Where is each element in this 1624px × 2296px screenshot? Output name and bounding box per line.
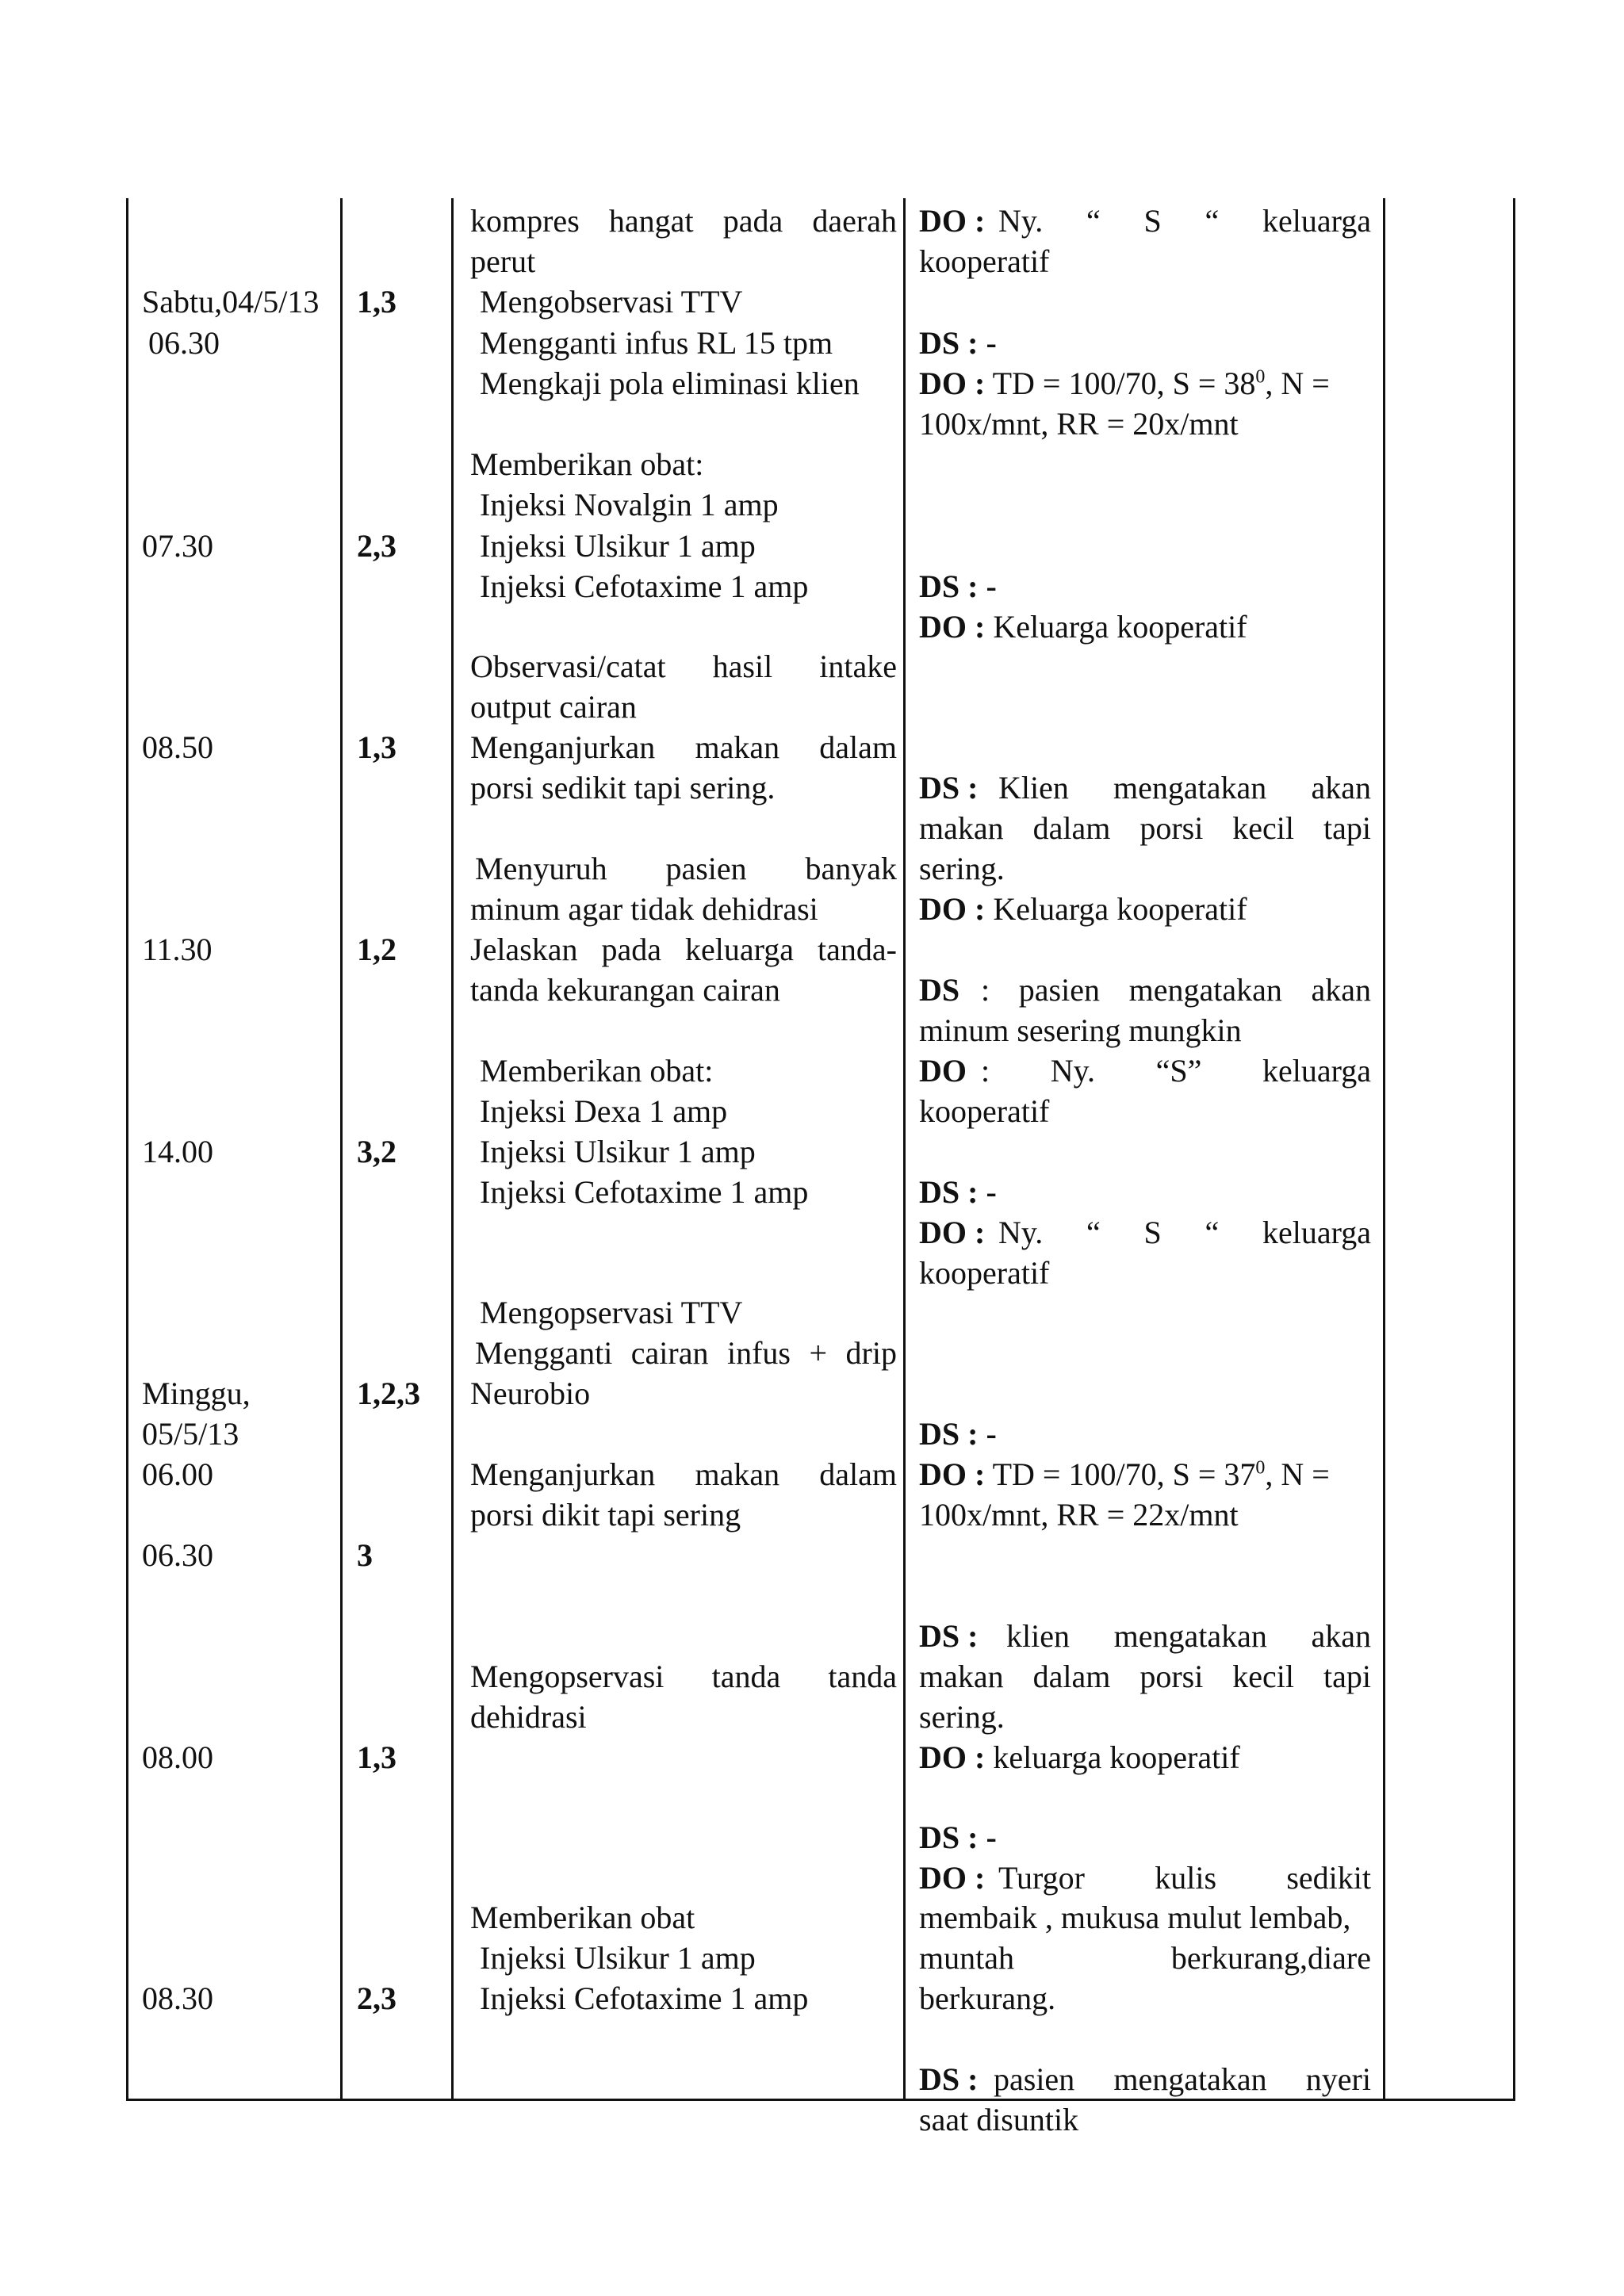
action-line: Injeksi Dexa 1 amp [480,1093,728,1129]
response-line: pasien mengatakan nyeri [994,2061,1371,2097]
column-divider [451,198,454,2101]
action-line: minum agar tidak dehidrasi [470,891,818,927]
response-line: saat disuntik [919,2102,1079,2137]
response-label: DS : - [919,1174,997,1210]
response-line: sering. [919,851,1005,886]
action-line: Injeksi Novalgin 1 amp [480,487,779,522]
action-line: Memberikan obat [470,1900,695,1935]
response-line: Turgor kulis sedikit [998,1860,1371,1896]
response-line: minum sesering mungkin [919,1012,1242,1048]
response-line: DO : Keluarga kooperatif [919,891,1247,927]
column-divider [903,198,906,2101]
time-cell: 08.50 [142,729,213,765]
response-line: : Ny. “S” keluarga [981,1053,1371,1089]
time-cell: 08.30 [142,1980,213,2016]
response-line: berkurang. [919,1980,1056,2016]
action-line: Menyuruh pasien banyak [475,851,897,886]
response-label: DS : [919,2061,979,2097]
response-line: DO : keluarga kooperatif [919,1739,1240,1775]
response-line: DO : TD = 100/70, $S = 38^0$, N = [919,365,1330,401]
action-line: Mengopservasi tanda tanda [470,1659,897,1694]
response-line: klien mengatakan akan [1006,1618,1371,1654]
response-line: membaik , mukusa mulut lembab, [919,1900,1351,1935]
action-line: tanda kekurangan cairan [470,972,780,1008]
time-cell: 06.30 [148,325,220,361]
action-line: Injeksi Ulsikur 1 amp [480,1134,756,1169]
response-line: 100x/mnt, RR = 20x/mnt [919,406,1239,442]
action-line: output cairan [470,689,637,725]
action-line: perut [470,243,536,279]
response-line: Ny. “ S “ keluarga [998,1215,1371,1250]
response-label: DS : - [919,568,997,604]
time-cell: 14.00 [142,1134,213,1169]
action-line: Mengganti infus RL 15 tpm [480,325,833,361]
action-line: Injeksi Cefotaxime 1 amp [480,568,809,604]
date-cell: 05/5/13 [142,1416,239,1452]
response-line: makan dalam porsi kecil tapi [919,1659,1371,1694]
response-line: makan dalam porsi kecil tapi [919,810,1371,846]
diagnosis-number: 1,2,3 [357,1376,420,1411]
response-line: kooperatif [919,1093,1050,1129]
action-line: dehidrasi [470,1699,587,1735]
action-line: porsi dikit tapi sering [470,1497,741,1533]
action-line: Mengobservasi TTV [480,284,743,320]
diagnosis-number: 1,3 [357,729,396,765]
date-cell: Minggu, [142,1376,251,1411]
response-label: DO : [919,1860,986,1896]
response-label: DS : [919,1618,979,1654]
column-divider [340,198,343,2101]
action-line: Neurobio [470,1376,591,1411]
action-line: porsi sedikit tapi sering. [470,770,776,806]
time-cell: 08.00 [142,1739,213,1775]
response-line: 100x/mnt, RR = 22x/mnt [919,1497,1239,1533]
diagnosis-number: 1,3 [357,1739,396,1775]
action-line: Observasi/catat hasil intake [470,649,897,684]
response-label: DO [919,1053,967,1089]
action-line: Mengopservasi TTV [480,1295,743,1330]
response-line: DO : Keluarga kooperatif [919,609,1247,645]
response-label: DO : [919,1215,986,1250]
time-cell: 07.30 [142,528,213,564]
response-line: kooperatif [919,1255,1050,1291]
table-border-right [1513,198,1515,2101]
response-line: sering. [919,1699,1005,1735]
diagnosis-number: 1,2 [357,932,396,967]
response-label: DS [919,972,960,1008]
column-divider [1383,198,1385,2101]
diagnosis-number: 1,3 [357,284,396,320]
action-line: Jelaskan pada keluarga tanda- [470,932,897,967]
implementation-table [126,198,1515,2137]
action-line: Menganjurkan makan dalam [470,729,897,765]
action-line: kompres hangat pada daerah [470,203,897,239]
action-line: Injeksi Ulsikur 1 amp [480,528,756,564]
response-line: DO : TD = 100/70, $S = 37^0$, N = [919,1456,1330,1492]
table-border-left [126,198,128,2101]
time-cell: 06.00 [142,1456,213,1492]
action-line: Injeksi Ulsikur 1 amp [480,1940,756,1976]
diagnosis-number: 3,2 [357,1134,396,1169]
time-cell: 06.30 [142,1537,213,1573]
response-line: kooperatif [919,243,1050,279]
action-line: Injeksi Cefotaxime 1 amp [480,1174,809,1210]
action-line: Memberikan obat: [480,1053,714,1089]
response-label: DO : [919,203,986,239]
action-line: Mengganti cairan infus + drip [475,1335,897,1371]
date-cell: Sabtu,04/5/13 [142,284,320,320]
action-line: Menganjurkan makan dalam [470,1456,897,1492]
time-cell: 11.30 [142,932,213,967]
response-line: Ny. “ S “ keluarga [998,203,1371,239]
response-line: muntah berkurang,diare [919,1940,1371,1976]
response-line: Klien mengatakan akan [998,770,1371,806]
response-label: DS : - [919,1820,997,1855]
action-line: Injeksi Cefotaxime 1 amp [480,1980,809,2016]
action-line: Memberikan obat: [470,446,704,482]
response-label: DS : - [919,1416,997,1452]
diagnosis-number: 3 [357,1537,373,1573]
diagnosis-number: 2,3 [357,528,396,564]
response-label: DS : - [919,325,997,361]
action-line: Mengkaji pola eliminasi klien [480,365,860,401]
response-line: : pasien mengatakan akan [981,972,1371,1008]
response-label: DS : [919,770,979,806]
diagnosis-number: 2,3 [357,1980,396,2016]
